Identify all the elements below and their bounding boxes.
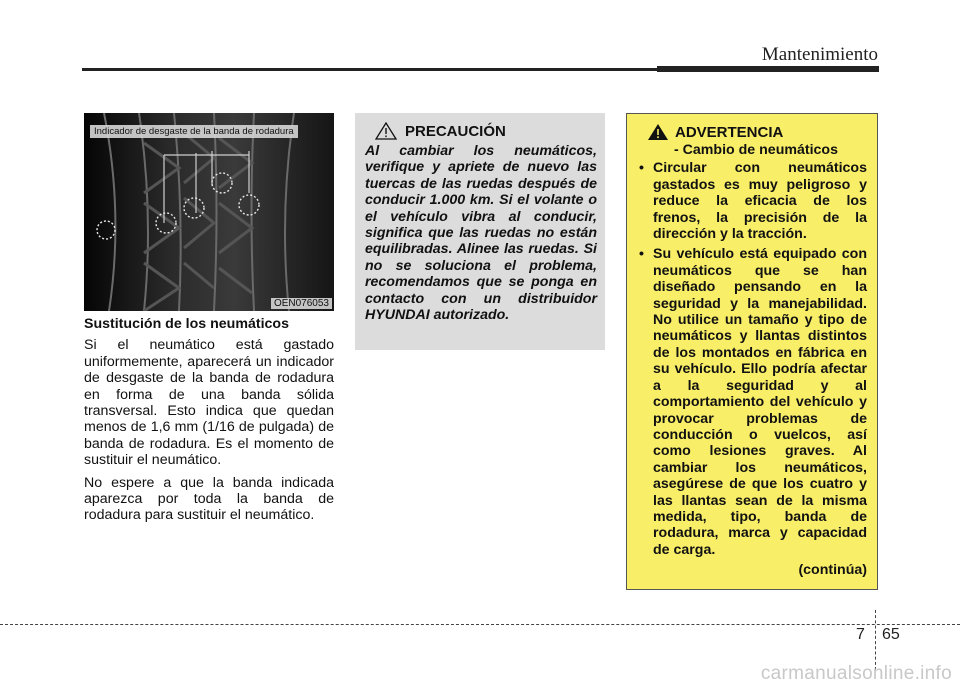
list-item	[637, 246, 867, 558]
footer-rule	[0, 624, 960, 625]
caution-title: PRECAUCIÓN	[405, 122, 506, 140]
header-rule-accent	[657, 66, 879, 72]
paragraph-advice: No espere a que la banda indicada aparezca por toda la banda de rodadura para sustituir el neumático.	[84, 474, 334, 524]
tire-tread-photo	[84, 113, 334, 311]
page-header-title: Mantenimiento	[761, 44, 878, 65]
list-item	[637, 160, 867, 242]
page-number: 65	[882, 626, 900, 643]
section-heading: Sustitución de los neumáticos	[84, 316, 289, 332]
warning-header	[637, 123, 867, 141]
warning-subtitle: - Cambio de neumáticos	[674, 142, 838, 158]
tire-tread-illustration	[84, 113, 334, 311]
caution-box	[355, 113, 605, 350]
bullet-icon: •	[639, 246, 644, 263]
watermark: carmanualsonline.info	[760, 663, 952, 684]
warning-triangle-filled-icon	[647, 123, 669, 141]
chapter-number: 7	[856, 626, 865, 643]
footer-divider	[875, 610, 876, 670]
tire-replacement-section	[84, 316, 334, 530]
warning-title: ADVERTENCIA	[675, 123, 784, 141]
continued-label: (continúa)	[798, 562, 867, 579]
bullet-icon: •	[639, 160, 644, 177]
caution-text: Al cambiar los neumáticos, verifique y apriete de nuevo las tuercas de las ruedas después de conducir 1.000 km. Si el volante o el vehículo vibra al conducir, significa que las ruedas no están equilibradas. Alinee las ruedas. Si no se soluciona el problema, recomendamos que se ponga en contacto con un distribuidor HYUNDAI autorizado.	[365, 143, 597, 324]
warning-item-text: Circular con neumáticos gastados es muy peligroso y reduce la eficacia de los frenos, la precisión de la dirección y la tracción.	[653, 160, 867, 243]
caution-header	[365, 122, 597, 140]
warning-triangle-outline-icon	[375, 122, 397, 140]
header-rule	[82, 68, 657, 71]
paragraph-wear: Si el neumático está gastado uniformemente, aparecerá un indicador de desgaste de la banda de rodadura en forma de una banda sólida transversal. Esto indica que quedan menos de 1,6 mm (1/16 de pulgada) de banda de rodadura. Es el momento de sustituir el neumático.	[84, 337, 334, 469]
warning-box	[626, 113, 878, 590]
figure-code: OEN076053	[271, 298, 332, 309]
warning-list	[637, 160, 867, 558]
figure-caption: Indicador de desgaste de la banda de rodadura	[90, 125, 298, 138]
warning-item-text: Su vehículo está equipado con neumáticos que se han diseñado pensando en la seguridad y la manejabilidad. No utilice un tamaño y tipo de neumáticos y llantas distintos de los montados en fábrica en su vehículo. Ello podría afectar a la seguridad y al comportamiento del vehículo y provocar problemas de conducción o vuelcos, así como lesiones graves. Al cambiar los neumáticos, asegúrese de que los cuatro y las llantas sean de la misma medida, tipo, banda de rodadura, marca y capacidad de carga.	[653, 246, 867, 558]
